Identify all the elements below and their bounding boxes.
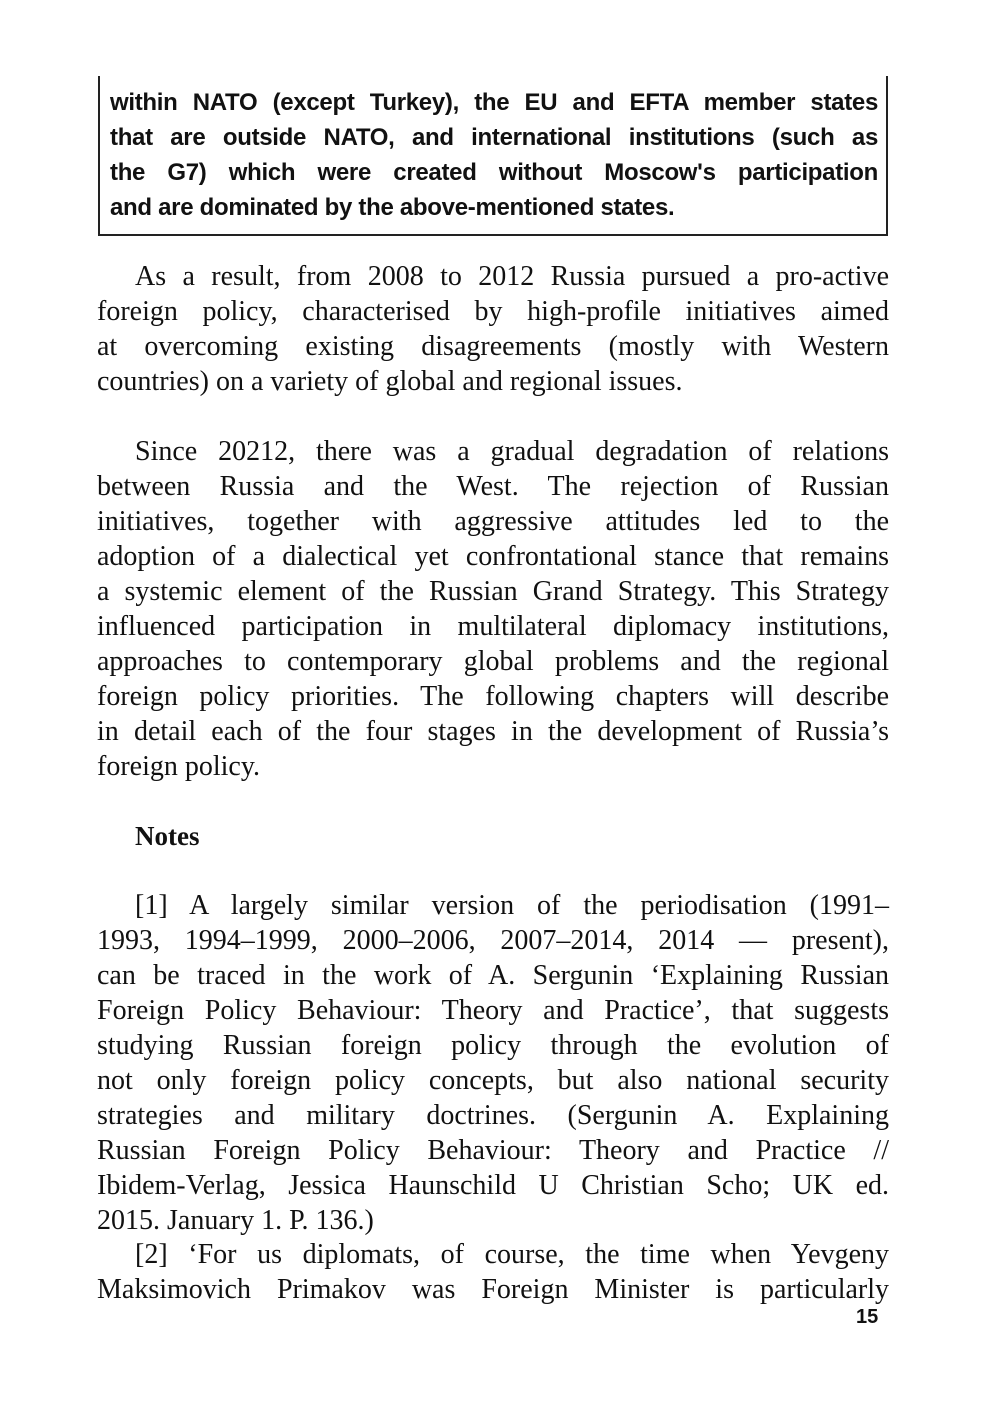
text-line: countries) on a variety of global and regional issues. [97,366,683,397]
text-line: adoption of a dialectical yet confrontational stance that remains [97,541,889,572]
quote-box-text [110,85,878,225]
text-line: foreign policy priorities. The following chapters will describe [97,681,889,712]
text-line: approaches to contemporary global problems and the regional [97,646,889,677]
box-line: the G7) which were created without Moscow's participation [110,159,878,186]
text-line: Since 20212, there was a gradual degradation of relations [135,436,889,467]
text-line: foreign policy, characterised by high-profile initiatives aimed [97,296,889,327]
text-line: Ibidem-Verlag, Jessica Haunschild U Christian Scho; UK ed. [97,1170,889,1201]
note-2 [97,1237,889,1307]
text-line: 1993, 1994–1999, 2000–2006, 2007–2014, 2014 — present), [97,925,889,956]
text-line: initiatives, together with aggressive attitudes led to the [97,506,889,537]
text-line: Maksimovich Primakov was Foreign Minister is particularly [97,1274,889,1305]
text-line: in detail each of the four stages in the development of Russia’s [97,716,889,747]
text-line: Foreign Policy Behaviour: Theory and Practice’, that suggests [97,995,889,1026]
text-line: [2] ‘For us diplomats, of course, the time when Yevgeny [135,1239,889,1270]
text-line: a systemic element of the Russian Grand Strategy. This Strategy [97,576,889,607]
text-line: strategies and military doctrines. (Sergunin A. Explaining [97,1100,889,1131]
text-line: at overcoming existing disagreements (mostly with Western [97,331,889,362]
note-1 [97,888,889,1238]
paragraph-2 [97,434,889,784]
paragraph-1 [97,259,889,399]
text-line: foreign policy. [97,751,261,782]
box-line: within NATO (except Turkey), the EU and EFTA member states [110,89,878,116]
text-line: influenced participation in multilateral diplomacy institutions, [97,611,889,642]
quote-box [98,76,888,236]
text-line: studying Russian foreign policy through the evolution of [97,1030,889,1061]
box-line: that are outside NATO, and international institutions (such as [110,124,878,151]
box-line: and are dominated by the above-mentioned states. [110,194,675,221]
text-line: between Russia and the West. The rejection of Russian [97,471,889,502]
text-line: 2015. January 1. P. 136.) [97,1205,374,1236]
text-line: Russian Foreign Policy Behaviour: Theory and Practice // [97,1135,889,1166]
text-line: As a result, from 2008 to 2012 Russia pursued a pro-active [135,261,889,292]
notes-heading: Notes [135,821,200,851]
text-line: [1] A largely similar version of the periodisation (1991– [135,890,889,921]
text-line: can be traced in the work of A. Sergunin ‘Explaining Russian [97,960,889,991]
page-number: 15 [856,1306,879,1328]
text-line: not only foreign policy concepts, but also national security [97,1065,889,1096]
